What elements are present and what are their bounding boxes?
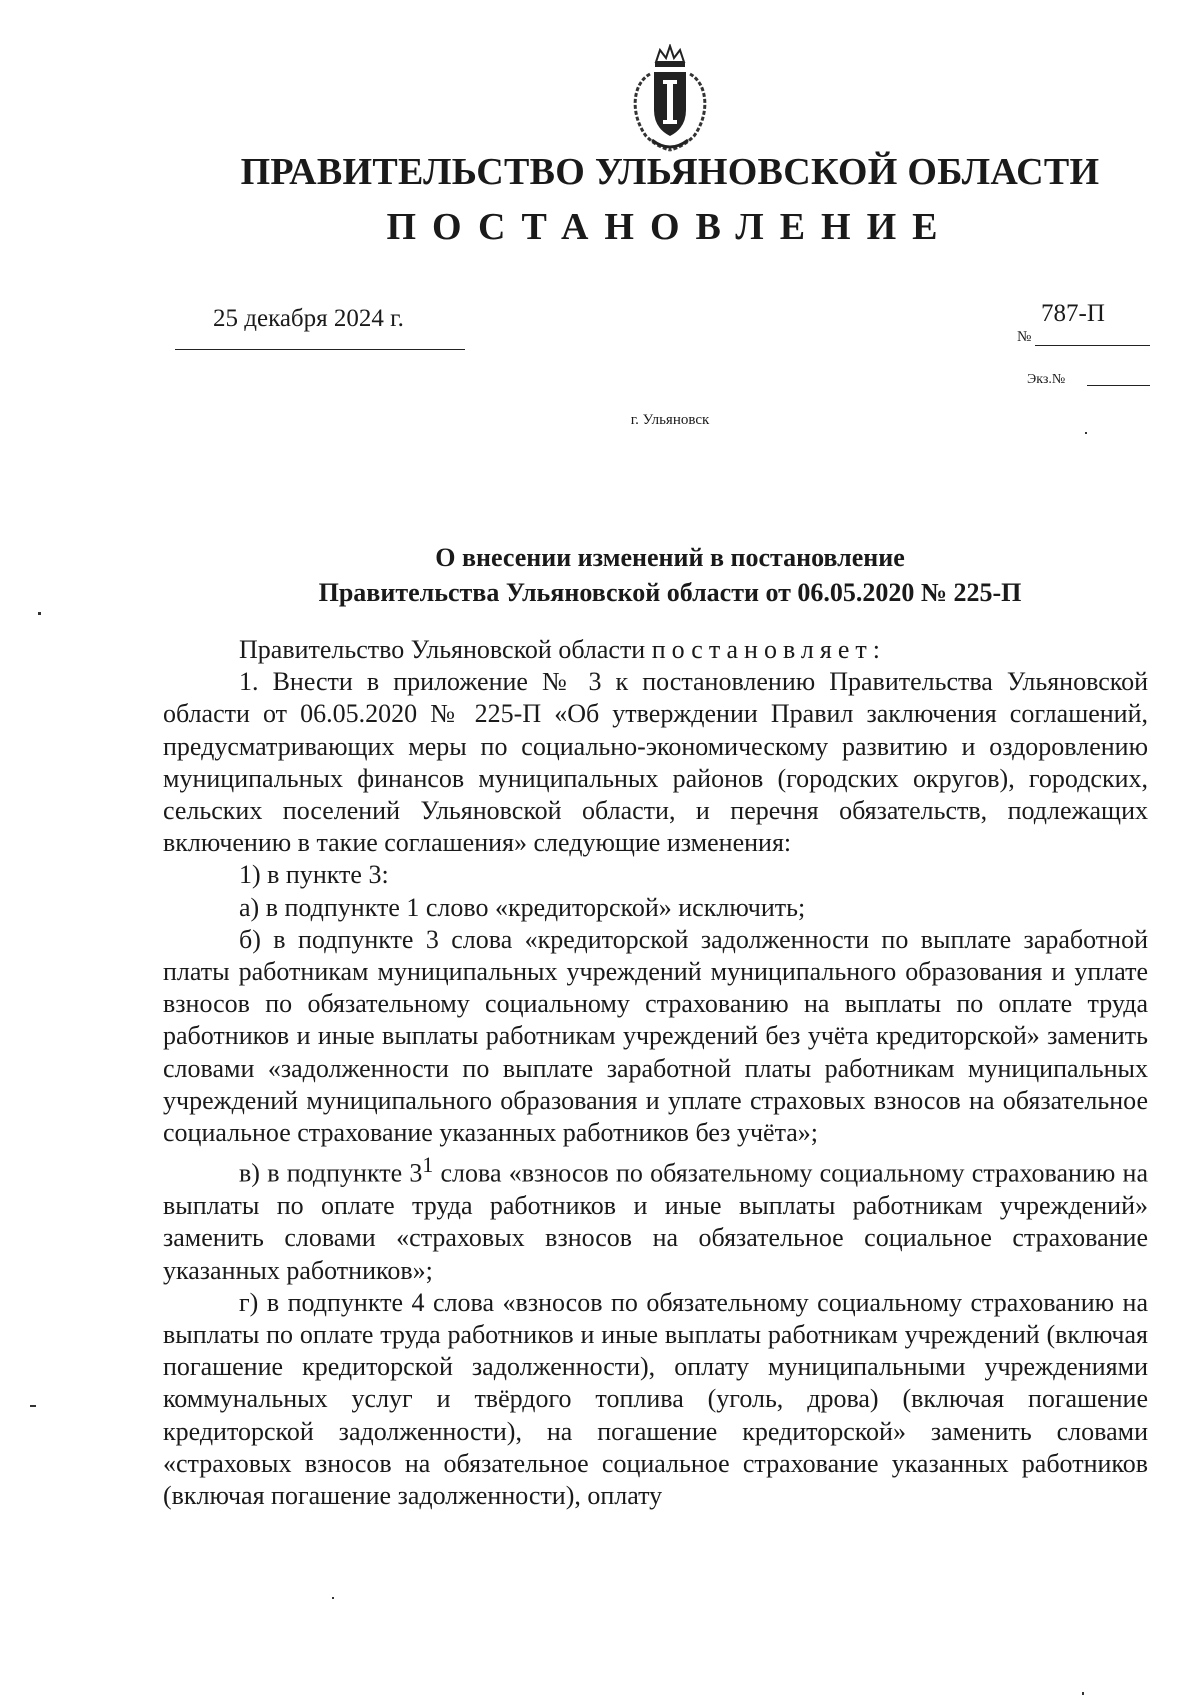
document-number: 787-П [1041,300,1105,327]
paragraph-g: г) в подпункте 4 слова «взносов по обязательному социальному страхованию на выплаты по оплате труда работников и иные выплаты работникам учреждений (включая погашение кредиторской задолженности), оплату муниципальными учреждениями коммунальных услуг и твёрдого топлива (уголь, дрова) (включая погашение кредиторской задолженности), на погашение кредиторской» заменить словами «страховых взносов на обязательное социальное страхование указанных работников (включая погашение задолженности), оплату [163,1287,1148,1510]
paragraph-a: а) в подпункте 1 слово «кредиторской» исключить; [239,892,806,922]
paragraph-1: 1. Внести в приложение № 3 к постановлению Правительства Ульяновской области от 06.05.2020 № 225-П «Об утверждении Правил заключения соглашений, предусматривающих меры по социально-экономическому развитию и оздоровлению муниципальных финансов муниципальных районов (городских округов), городских, сельских поселений Ульяновской области, и перечня обязательств, подлежащих включению в такие соглашения» следующие изменения: [163,667,1148,858]
document-date: 25 декабря 2024 г. [213,305,404,332]
paragraph-b: б) в подпункте 3 слова «кредиторской задолженности по выплате заработной платы работникам муниципальных учреждений муниципального образования и уплате взносов по обязательному социальному страхованию на выплаты по оплате труда работников и иные выплаты работникам учреждений без учёта кредиторской» заменить словами «задолженности по выплате заработной платы работникам муниципальных учреждений муниципального образования и уплате страховых взносов на обязательное социальное страхование указанных работников без учёта»; [163,924,1148,1148]
coat-of-arms-icon [622,44,718,156]
subject-line-1: О внесении изменений в постановление [435,543,905,572]
intro-paragraph [163,634,1148,666]
paragraph-v-rest: слова «взносов по обязательному социальному страхованию на выплаты по оплате труда работников и иные выплаты работникам учреждений» заменить словами «страховых взносов на обязательное социальное страхование указанных работников»; [163,1158,1148,1285]
paragraph-v-start: в) в подпункте 3 [239,1158,423,1188]
document-kind: ПОСТАНОВЛЕНИЕ [386,206,954,248]
copy-number-label: Экз.№ [1027,372,1066,387]
government-title: ПРАВИТЕЛЬСТВО УЛЬЯНОВСКОЙ ОБЛАСТИ [240,151,1100,193]
number-underline [1035,345,1150,346]
paragraph-1-1: 1) в пункте 3: [239,860,389,890]
scan-speck [30,1405,36,1407]
number-sign: № [1017,329,1032,345]
paragraph-v-superscript: 1 [422,1153,434,1178]
document-body [163,634,1148,1512]
intro-prefix: Правительство Ульяновской области [239,635,646,664]
intro-resolves: постановляет: [651,635,886,664]
copy-number-underline [1087,385,1150,386]
city: г. Ульяновск [630,412,710,428]
scan-speck [38,612,41,615]
date-underline [175,349,465,350]
subject-line-2: Правительства Ульяновской области от 06.05.2020 № 225-П [318,578,1022,607]
paragraph-v [163,1149,1148,1286]
scan-speck [1085,432,1087,434]
document-subject [160,540,1180,610]
scan-speck [332,1597,334,1599]
